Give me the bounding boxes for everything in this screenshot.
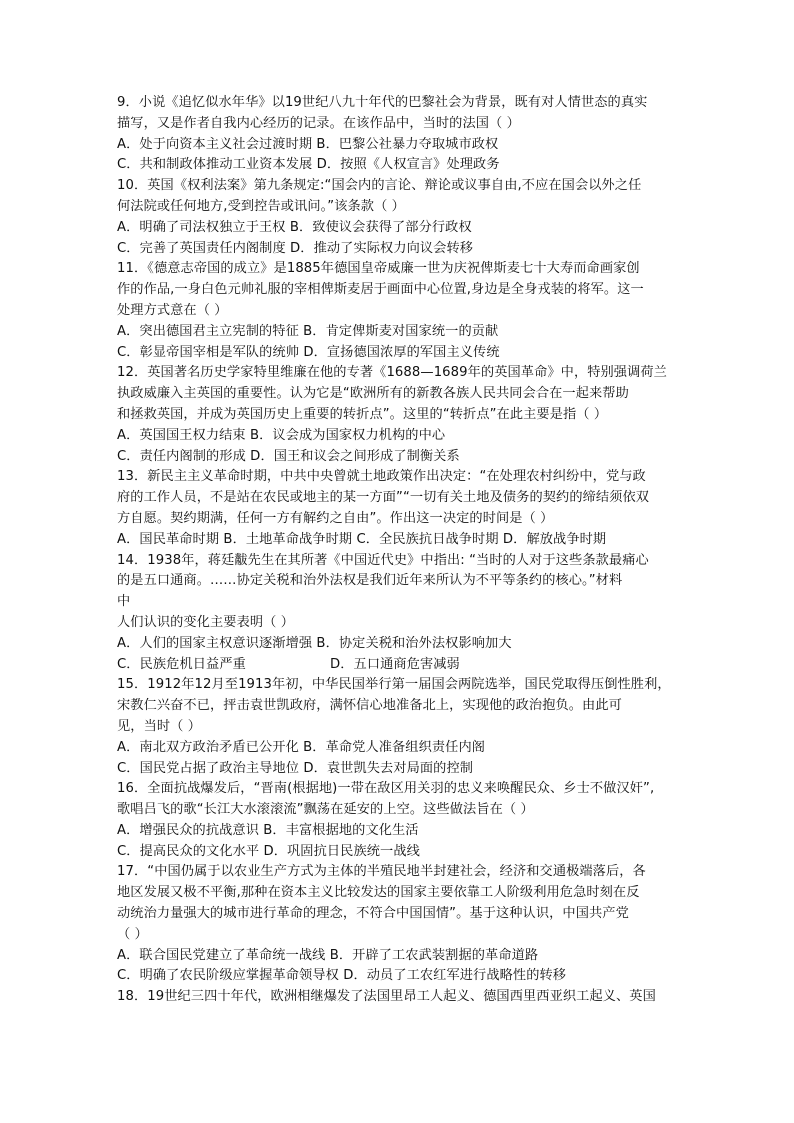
answer-options-line: C．彰显帝国宰相是军队的统帅 D．宣扬德国浓厚的军国主义传统 [117,344,500,360]
answer-options-line: C．共和制政体推动工业资本发展 D．按照《人权宣言》处理政务 [117,157,500,173]
question-17 [117,862,677,987]
question-stem-line: 18．19世纪三四十年代，欧洲相继爆发了法国里昂工人起义、德国西里西亚织工起义、英国 [117,989,656,1005]
question-stem-line: 地区发展又极不平衡,那种在资本主义比较发达的国家主要依靠工人阶级利用危急时刻在反 [117,885,640,901]
question-16 [117,779,677,862]
question-13 [117,467,677,550]
question-stem-line: 描写，又是作者自我内心经历的记录。在该作品中，当时的法国（ ） [117,115,520,131]
question-stem-line: 见，当时（ ） [117,718,202,734]
question-stem-line: 15．1912年12月至1913年初，中华民国举行第一届国会两院选举，国民党取得压倒性胜利， [117,677,671,693]
question-9 [117,93,677,176]
question-stem-line: 11．《德意志帝国的成立》是1885年德国皇帝威廉一世为庆祝俾斯麦七十大寿而命画家创 [117,261,640,277]
answer-options-line: A．国民革命时期 B．土地革命战争时期 C．全民族抗日战争时期 D．解放战争时期 [117,531,607,547]
question-stem-line: 16．全面抗战爆发后，“晋南(根据地)一带在敌区用关羽的忠义来唤醒民众、乡士不做汉奸”, [117,781,655,797]
question-stem-line: 和拯救英国，并成为英国历史上重要的转折点”。这里的“转折点”在此主要是指（ ） [117,406,608,422]
option-c: C．民族危机日益严重 [117,656,246,672]
answer-options-line: A．人们的国家主权意识逐渐增强 B．协定关税和治外法权影响加大 [117,635,512,651]
answer-options-line: A．南北双方政治矛盾已公开化 B．革命党人准备组织责任内阁 [117,739,486,755]
question-stem-line: 作的作品,一身白色元帅礼服的宰相俾斯麦居于画面中心位置,身边是全身戎装的将军。这一 [117,282,644,298]
answer-options-line: C．提高民众的文化水平 D．巩固抗日民族统一战线 [117,843,420,859]
question-stem-line: 9．小说《追忆似水年华》以19世纪八九十年代的巴黎社会为背景，既有对人情世态的真实 [117,95,648,110]
answer-options-line: C．完善了英国责任内阁制度 D．推动了实际权力向议会转移 [117,240,474,256]
question-stem-line: 17．“中国仍属于以农业生产方式为主体的半殖民地半封建社会，经济和交通极端落后，各 [117,864,646,880]
question-stem-line: 处理方式意在（ ） [117,302,228,318]
answer-options-line: A．明确了司法权独立于王权 B．致使议会获得了部分行政权 [117,219,472,235]
question-stem-line: 何法院或任何地方,受到控告或讯问。”该条款（ ） [117,198,405,214]
answer-options-line: A．联合国民党建立了革命统一战线 B．开辟了工农武装割据的革命道路 [117,947,539,963]
answer-options-line: A．增强民众的抗战意识 B．丰富根据地的文化生活 [117,822,419,838]
answer-options-line: C．明确了农民阶级应掌握革命领导权 D．动员了工农红军进行战略性的转移 [117,968,567,984]
answer-options-line: A．英国国王权力结束 B．议会成为国家权力机构的中心 [117,427,446,443]
option-d: D．五口通商危害减弱 [330,656,460,672]
answer-options-line: A．突出德国君主立宪制的特征 B．肯定俾斯麦对国家统一的贡献 [117,323,499,339]
answer-options-line [117,655,677,676]
question-stem-line: 府的工作人员，不是站在农民或地主的某一方面”“一切有关土地及债务的契约的缔结须依双 [117,490,650,506]
answer-options-line: A．处于向资本主义社会过渡时期 B．巴黎公社暴力夺取城市政权 [117,136,499,152]
question-stem-line: 人们认识的变化主要表明（ ） [117,614,295,630]
question-14 [117,551,677,676]
question-10 [117,176,677,259]
exam-page [117,93,677,1008]
question-11 [117,259,677,363]
question-15 [117,675,677,779]
question-stem-line: 的是五口通商。……协定关税和治外法权是我们近年来所认为不平等条约的核心。”材料 [117,573,623,589]
question-stem-line: 14．1938年，蒋廷黻先生在其所著《中国近代史》中指出: “当时的人对于这些条款最痛心 [117,552,649,568]
question-12 [117,363,677,467]
question-stem-line: 中 [117,594,131,610]
question-stem-line: 12．英国著名历史学家特里维廉在他的专著《1688—1689年的英国革命》中，特别强调荷兰 [117,365,667,381]
question-stem-line: 13．新民主主义革命时期，中共中央曾就土地政策作出决定：“在处理农村纠纷中，党与政 [117,469,646,485]
answer-options-line: C．责任内阁制的形成 D．国王和议会之间形成了制衡关系 [117,448,460,464]
question-stem-line: 宋教仁兴奋不已，抨击袁世凯政府，满怀信心地准备北上，实现他的政治抱负。由此可 [117,698,622,714]
answer-options-line: C．国民党占据了政治主导地位 D．袁世凯失去对局面的控制 [117,760,474,776]
question-18 [117,987,677,1008]
question-stem-line: 歌唱吕飞的歌“长江大水滚滚流”飘荡在延安的上空。这些做法旨在（ ） [117,802,534,818]
question-stem-line: 10．英国《权利法案》第九条规定:“国会内的言论、辩论或议事自由,不应在国会以外之任 [117,178,642,194]
question-stem-line: （ ） [117,926,148,942]
question-stem-line: 方自愿。契约期满，任何一方有解约之自由”。作出这一决定的时间是（ ） [117,510,554,526]
question-stem-line: 动统治力量强大的城市进行革命的理念，不符合中国国情”。基于这种认识，中国共产党 [117,906,629,922]
question-stem-line: 执政威廉入主英国的重要性。认为它是“欧洲所有的新教各族人民共同会合在一起来帮助 [117,386,629,402]
